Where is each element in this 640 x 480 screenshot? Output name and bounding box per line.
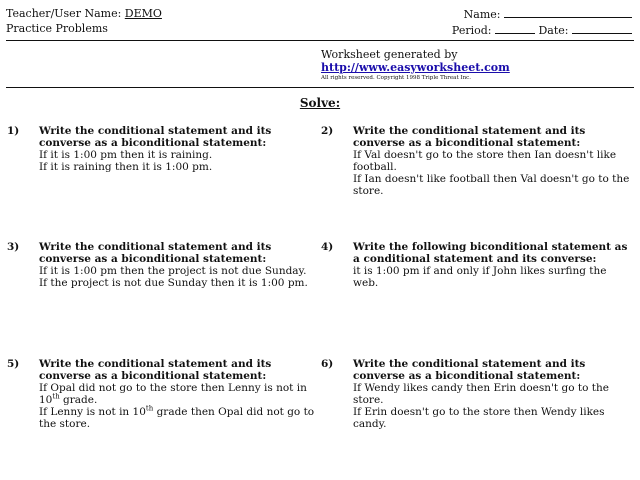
date-label: Date:	[538, 23, 569, 37]
teacher-value: DEMO	[124, 7, 162, 20]
solve-heading: Solve:	[299, 96, 341, 110]
problem-number: 3)	[7, 241, 20, 253]
copyright-text: All rights reserved. Copyright 1998 Triple Threat Inc.	[321, 75, 471, 81]
problem-statement-1: If it is 1:00 pm then the project is not due Sunday.	[39, 265, 307, 277]
teacher-label: Teacher/User Name:	[6, 7, 122, 20]
generator-credit	[321, 48, 510, 82]
period-label: Period:	[451, 23, 492, 37]
teacher-line	[6, 7, 162, 22]
problem-number: 1)	[7, 125, 20, 137]
section-divider	[6, 87, 634, 88]
problem-instruction: Write the conditional statement and its converse as a biconditional statement:	[353, 358, 586, 382]
problem-instruction: Write the conditional statement and its converse as a biconditional statement:	[39, 358, 272, 382]
problem-statement-1: If Opal did not go to the store then Lenny is not in 10th grade.	[39, 382, 307, 406]
header-left	[6, 7, 162, 36]
problem-instruction: Write the following biconditional statement as a conditional statement and its converse:	[353, 241, 628, 265]
name-blank[interactable]	[504, 7, 632, 18]
problem-statement-2: If Ian doesn't like football then Val doesn't go to the store.	[353, 173, 630, 197]
problem-instruction: Write the conditional statement and its converse as a biconditional statement:	[39, 125, 272, 149]
problem-statement-2: If the project is not due Sunday then it is 1:00 pm.	[39, 277, 308, 289]
problem-statement-1: If it is 1:00 pm then it is raining.	[39, 149, 213, 161]
period-blank[interactable]	[495, 23, 535, 34]
date-blank[interactable]	[572, 23, 632, 34]
problem-instruction: Write the conditional statement and its converse as a biconditional statement:	[39, 241, 272, 265]
problem-number: 4)	[321, 241, 334, 253]
header-right	[452, 7, 632, 38]
subtitle: Practice Problems	[6, 21, 108, 35]
problem-number: 6)	[321, 358, 334, 370]
problem-statement-2: If Lenny is not in 10th grade then Opal did not go to the store.	[39, 404, 315, 430]
problem-statement-2: If Erin doesn't go to the store then Wendy likes candy.	[353, 406, 605, 430]
problem-statement-1: If Wendy likes candy then Erin doesn't go to the store.	[353, 382, 609, 406]
period-date-line	[452, 23, 632, 39]
problem-statement-1: If Val doesn't go to the store then Ian doesn't like football.	[353, 149, 617, 173]
problem-statement-1: it is 1:00 pm if and only if John likes surfing the web.	[353, 265, 607, 289]
name-line	[452, 7, 632, 23]
problem-number: 2)	[321, 125, 334, 137]
problem-instruction: Write the conditional statement and its converse as a biconditional statement:	[353, 125, 586, 149]
name-label: Name:	[463, 8, 501, 21]
generator-link[interactable]: http://www.easyworksheet.com	[321, 61, 510, 74]
problem-number: 5)	[7, 358, 20, 370]
generator-text: Worksheet generated by	[321, 48, 458, 61]
header-divider	[6, 40, 634, 41]
problem-statement-2: If it is raining then it is 1:00 pm.	[39, 161, 213, 173]
